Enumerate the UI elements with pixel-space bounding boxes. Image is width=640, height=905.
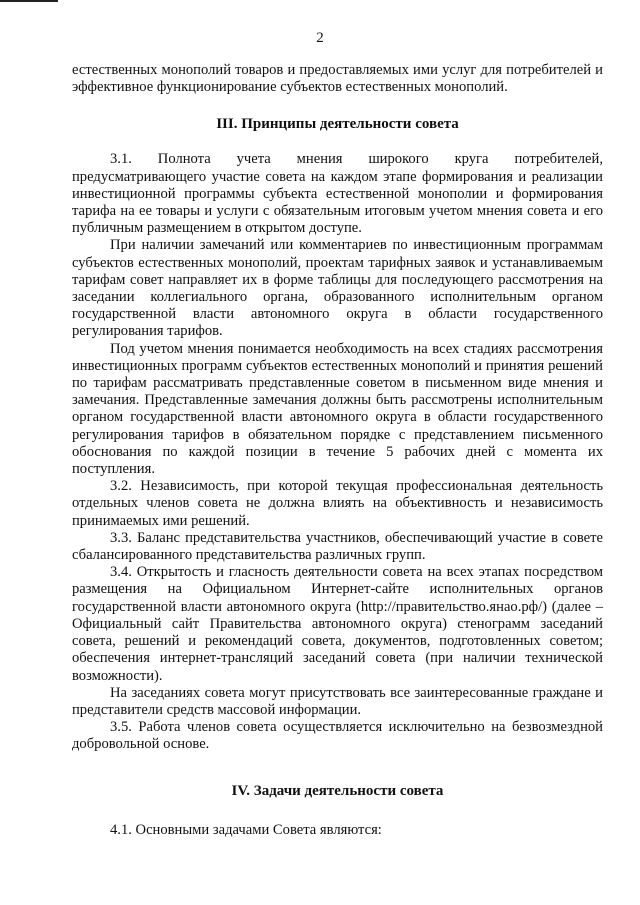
intro-paragraph: естественных монополий товаров и предоставляемых ими услуг для потребителей и эффективное функционирование субъектов естественных монополий.	[72, 62, 603, 96]
paragraph-3-5: 3.5. Работа членов совета осуществляется исключительно на безвозмездной добровольной основе.	[72, 719, 603, 753]
paragraph-3-1-opinion: Под учетом мнения понимается необходимость на всех стадиях рассмотрения инвестиционных программ субъектов естественных монополий и принятия решений по тарифам рассматривать представленные советом в письменном виде мнения и замечания. Представленные замечания должны быть рассмотрены исполнительным органом государственной власти автономного округа в области государственного регулирования тарифов в обязательном порядке с представлением письменного обоснования по каждой позиции в течение 5 рабочих дней с момента их поступления.	[72, 340, 603, 478]
paragraph-3-3: 3.3. Баланс представительства участников, обеспечивающий участие в совете сбалансированного представительства различных групп.	[72, 529, 603, 564]
paragraph-4-1: 4.1. Основными задачами Совета являются:	[110, 821, 382, 838]
top-rule	[0, 0, 58, 2]
paragraph-3-4: 3.4. Открытость и гласность деятельности совета на всех этапах посредством размещения на Официальном Интернет-сайте исполнительных органов государственной власти автономного округа (http://правительство.янао.рф/) (далее – Официальный сайт Правительства автономного округа) стенограмм заседаний совета, решений и рекомендаций совета, документов, подготовленных советом; обеспечения интернет-трансляций заседаний совета (при наличии технической возможности).	[72, 564, 603, 684]
paragraph-3-2: 3.2. Независимость, при которой текущая профессиональная деятельность отдельных членов совета не должна влиять на объективность и независимость принимаемых ими решений.	[72, 478, 603, 529]
section-iv-heading: IV. Задачи деятельности совета	[231, 782, 444, 799]
page-number: 2	[316, 30, 324, 46]
paragraph-3-1-remarks: При наличии замечаний или комментариев по инвестиционным программам субъектов естественных монополий, проектам тарифных заявок и устанавливаемым тарифам совет направляет их в форме таблицы для последующего рассмотрения на заседании коллегиального органа, образованного исполнительным органом государственной власти автономного округа в области государственного регулирования тарифов.	[72, 237, 603, 340]
document-body	[72, 62, 603, 839]
paragraph-3-4-attendance: На заседаниях совета могут присутствовать все заинтересованные граждане и представители средств массовой информации.	[72, 684, 603, 718]
paragraph-3-1: 3.1. Полнота учета мнения широкого круга потребителей, предусматривающего участие совета на каждом этапе формирования и реализации инвестиционной программы субъекта естественной монополии и формирования тарифа на ее товары и услуги с обязательным итоговым учетом мнения совета и его публичным размещением в открытом доступе.	[72, 151, 603, 237]
section-iii-heading: III. Принципы деятельности совета	[216, 116, 459, 133]
